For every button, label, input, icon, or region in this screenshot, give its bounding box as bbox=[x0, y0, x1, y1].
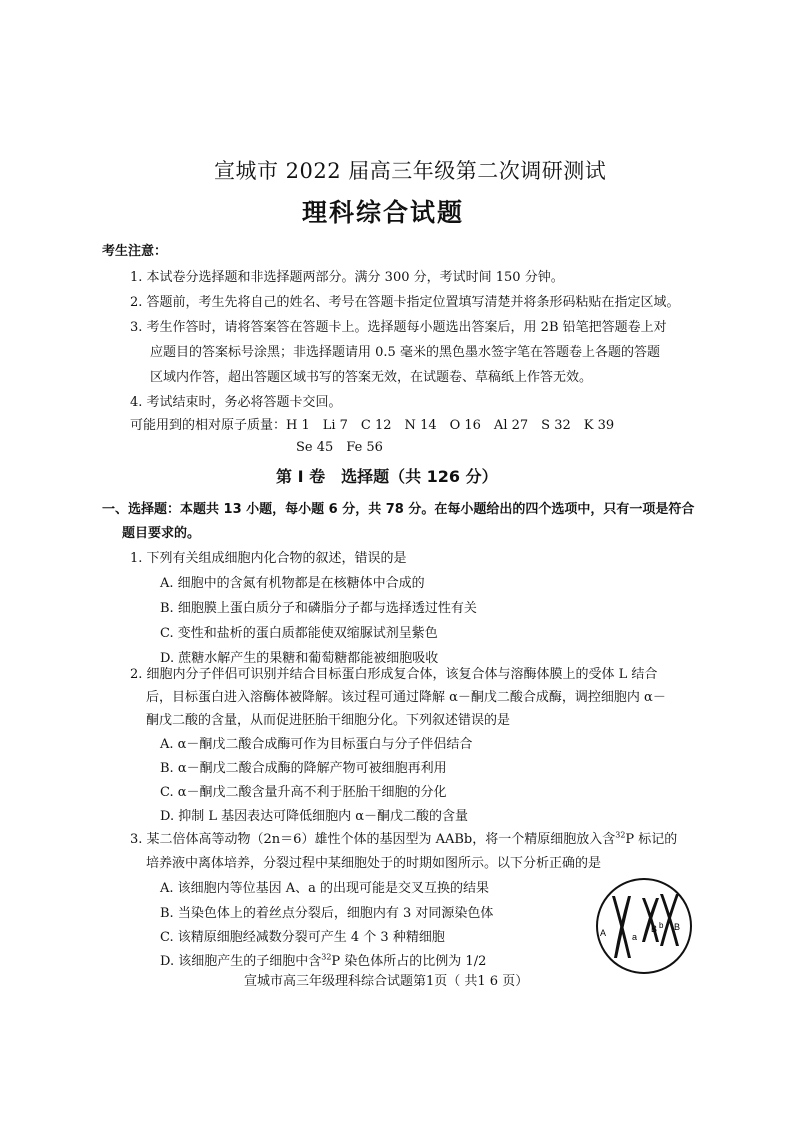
gene-label-B1: B bbox=[651, 924, 658, 934]
note-3-cont-2: 区域内作答，超出答题区域书写的答案无效，在试题卷、草稿纸上作答无效。 bbox=[150, 370, 593, 385]
q1-option-c: C. 变性和盐析的蛋白质都能使双缩脲试剂呈紫色 bbox=[160, 626, 438, 641]
note-4: 4. 考试结束时，务必将答题卡交回。 bbox=[130, 395, 342, 410]
q1-stem: 1. 下列有关组成细胞内化合物的叙述，错误的是 bbox=[130, 551, 407, 566]
section-instruction-1: 一、选择题：本题共 13 小题，每小题 6 分，共 78 分。在每小题给出的四个选项中，只有一项是符合 bbox=[102, 502, 695, 517]
q3-option-b: B. 当染色体上的着丝点分裂后，细胞内有 3 对同源染色体 bbox=[160, 906, 494, 921]
q3-stem-1-tail: P 标记的 bbox=[625, 832, 678, 847]
isotope-superscript: 32 bbox=[321, 952, 332, 962]
section-title: 第 Ⅰ 卷 选择题（共 126 分） bbox=[276, 467, 498, 486]
q2-option-a: A. α－酮戊二酸合成酶可作为目标蛋白与分子伴侣结合 bbox=[160, 737, 473, 752]
note-2: 2. 答题前，考生先将自己的姓名、考号在答题卡指定位置填写清楚并将条形码粘贴在指定区域。 bbox=[130, 295, 680, 310]
gene-label-A: A bbox=[600, 928, 607, 938]
cell-division-figure bbox=[594, 876, 694, 976]
note-3: 3. 考生作答时，请将答案答在答题卡上。选择题每小题选出答案后，用 2B 铅笔把答题卷上对 bbox=[130, 320, 667, 335]
gene-label-b: b bbox=[659, 921, 664, 930]
q3-option-d-tail: P 染色体所占的比例为 1/2 bbox=[331, 954, 487, 969]
exam-title: 宣城市 2022 届高三年级第二次调研测试 bbox=[214, 159, 607, 183]
q2-stem-3: 酮戊二酸的含量，从而促进胚胎干细胞分化。下列叙述错误的是 bbox=[146, 713, 511, 728]
q3-stem-2: 培养液中离体培养，分裂过程中某细胞处于的时期如图所示。以下分析正确的是 bbox=[146, 856, 602, 871]
q3-stem-1-text: 3. 某二倍体高等动物（2n＝6）雄性个体的基因型为 AABb，将一个精原细胞放入含 bbox=[130, 832, 616, 847]
atomic-mass-line-1: 可能用到的相对原子质量：H 1 Li 7 C 12 N 14 O 16 Al 27 S 32 K 39 bbox=[130, 418, 615, 433]
gene-label-B2: B bbox=[674, 922, 681, 932]
note-3-cont-1: 应题目的答案标号涂黑；非选择题请用 0.5 毫米的黑色墨水签字笔在答题卷上各题的答题 bbox=[150, 345, 660, 360]
q3-stem-1 bbox=[130, 832, 677, 848]
isotope-superscript: 32 bbox=[615, 830, 626, 840]
notes-heading: 考生注意： bbox=[102, 244, 168, 259]
atomic-mass-line-2: Se 45 Fe 56 bbox=[296, 440, 383, 455]
q1-option-b: B. 细胞膜上蛋白质分子和磷脂分子都与选择透过性有关 bbox=[160, 601, 477, 616]
q3-option-a: A. 该细胞内等位基因 A、a 的出现可能是交叉互换的结果 bbox=[160, 881, 490, 896]
note-1: 1. 本试卷分选择题和非选择题两部分。满分 300 分，考试时间 150 分钟。 bbox=[130, 270, 564, 285]
q2-option-b: B. α－酮戊二酸合成酶的降解产物可被细胞再利用 bbox=[160, 761, 447, 776]
q2-stem-2: 后，目标蛋白进入溶酶体被降解。该过程可通过降解 α－酮戊二酸合成酶，调控细胞内 α－ bbox=[146, 690, 666, 705]
section-instruction-2: 题目要求的。 bbox=[122, 526, 201, 541]
page-footer: 宣城市高三年级理科综合试题第1页（ 共1 6 页） bbox=[244, 974, 529, 989]
chromosome-pair-left bbox=[612, 896, 631, 958]
gene-label-a: a bbox=[632, 932, 638, 942]
q3-option-d bbox=[160, 954, 486, 970]
q2-option-c: C. α－酮戊二酸含量升高不利于胚胎干细胞的分化 bbox=[160, 785, 447, 800]
q3-option-c: C. 该精原细胞经减数分裂可产生 4 个 3 种精细胞 bbox=[160, 930, 445, 945]
chromosome-pair-right bbox=[642, 894, 679, 946]
q1-option-d: D. 蔗糖水解产生的果糖和葡萄糖都能被细胞吸收 bbox=[160, 651, 439, 666]
q1-option-a: A. 细胞中的含氮有机物都是在核糖体中合成的 bbox=[160, 576, 425, 591]
q2-stem-1: 2. 细胞内分子伴侣可识别并结合目标蛋白形成复合体，该复合体与溶酶体膜上的受体 L 结合 bbox=[130, 667, 658, 682]
q3-option-d-text: D. 该细胞产生的子细胞中含 bbox=[160, 954, 322, 969]
exam-subtitle: 理科综合试题 bbox=[302, 198, 465, 227]
q2-option-d: D. 抑制 L 基因表达可降低细胞内 α－酮戊二酸的含量 bbox=[160, 809, 469, 824]
